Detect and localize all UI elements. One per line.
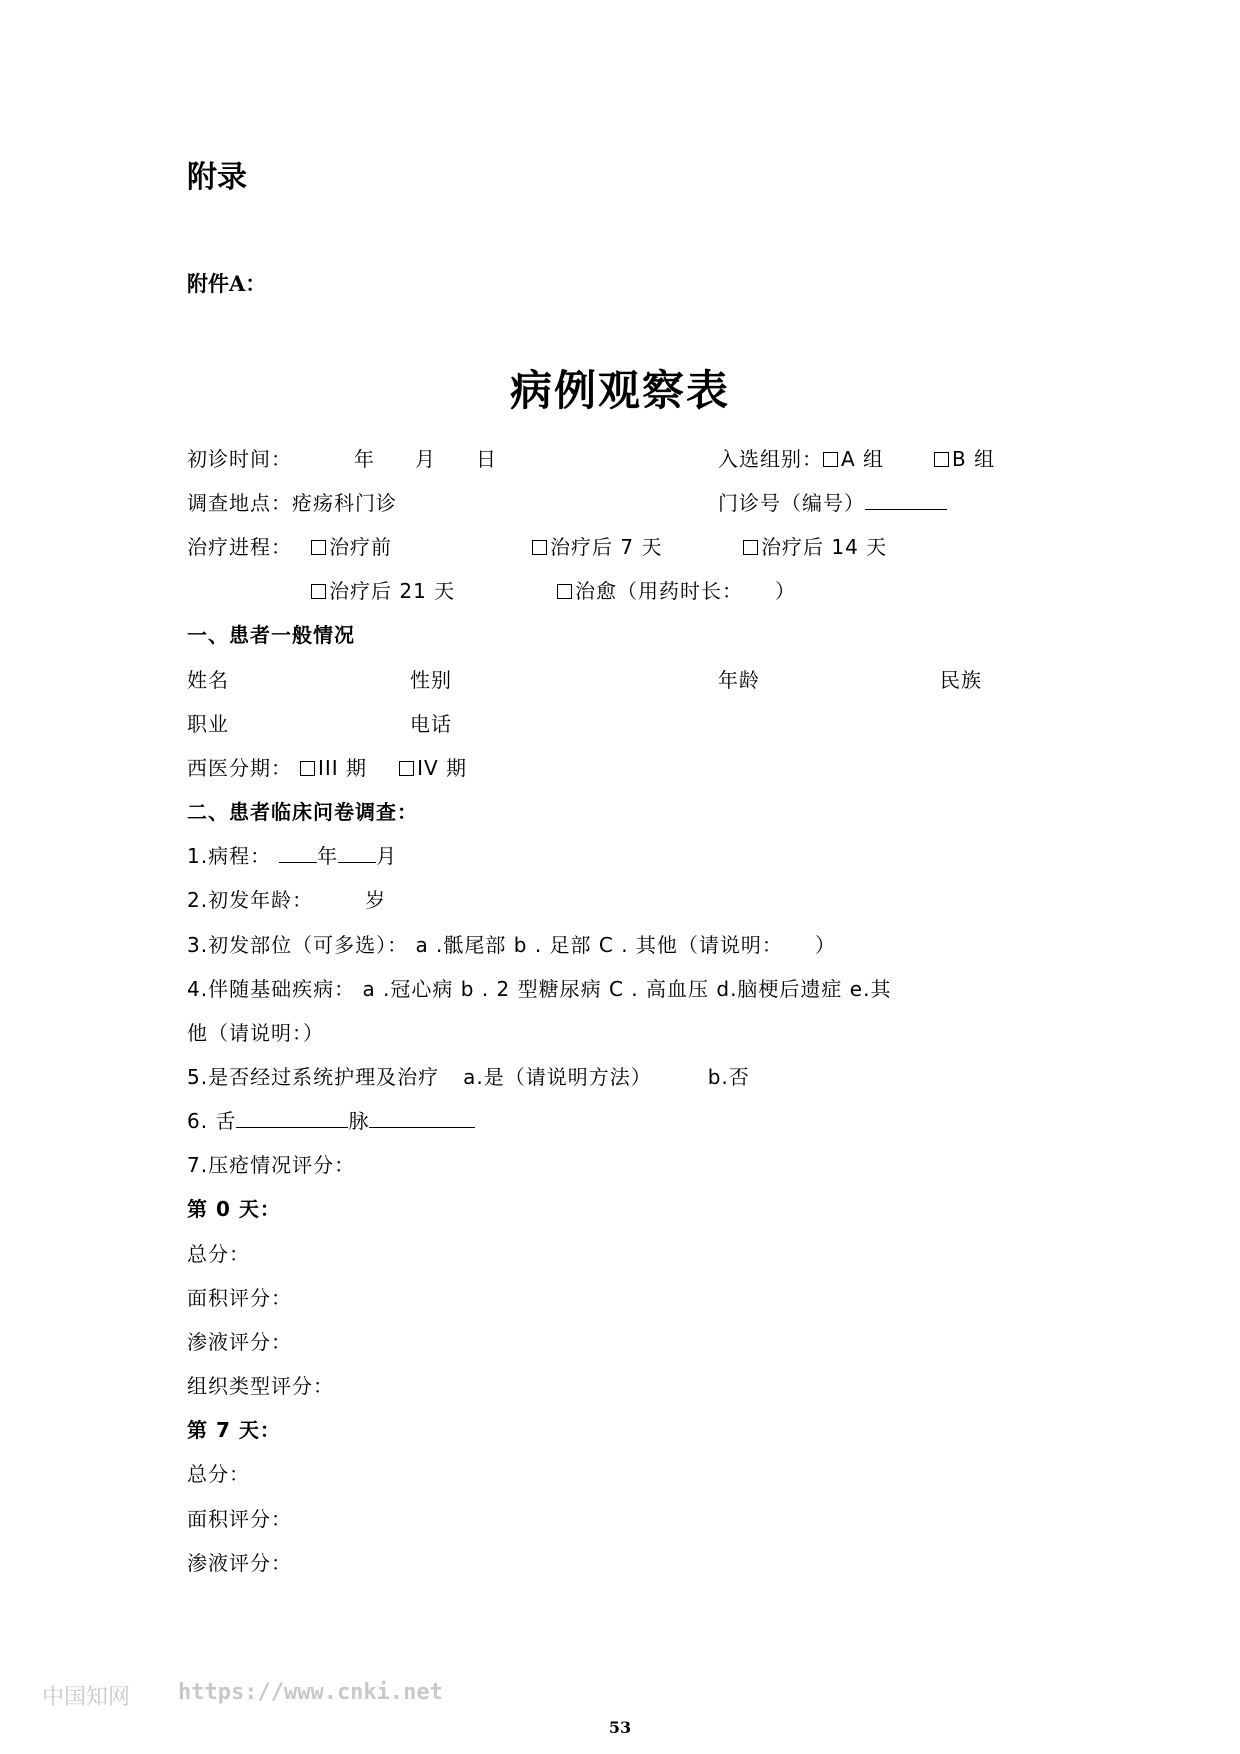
staging-label: 西医分期： — [187, 756, 292, 780]
appendix-heading: 附录 — [187, 160, 247, 195]
progress-cured-checkbox[interactable] — [557, 584, 572, 599]
day0-tissue: 组织类型评分： — [187, 1374, 334, 1398]
section-survey-heading: 二、患者临床问卷调查： — [187, 800, 418, 824]
progress-label: 治疗进程： — [187, 535, 292, 559]
clinic-number-row — [718, 487, 947, 516]
visit-date-row — [187, 443, 497, 472]
q3-onset-site: 3.初发部位（可多选）： a .骶尾部 b . 足部 C . 其他（请说明： ） — [187, 933, 836, 957]
q4-comorbidity-line2: 他（请说明：） — [187, 1021, 324, 1045]
progress-option: 治疗后 14 天 — [743, 531, 887, 560]
progress-option: 治疗后 21 天 — [311, 575, 455, 604]
day0-total: 总分： — [187, 1242, 250, 1266]
progress-option: 治愈（用药时长： ） — [557, 575, 796, 604]
course-year-blank[interactable] — [279, 842, 317, 863]
cnki-url[interactable]: https://www.cnki.net — [178, 1680, 443, 1705]
stage-3-label: III 期 — [318, 756, 368, 780]
ethnicity-label: 民族 — [940, 668, 982, 692]
section-general-heading: 一、患者一般情况 — [187, 623, 355, 647]
site-row — [187, 487, 397, 516]
day-label: 日 — [476, 447, 497, 471]
sex-label: 性别 — [410, 668, 452, 692]
stage-3-checkbox[interactable] — [300, 761, 315, 776]
year-label: 年 — [354, 447, 375, 471]
age-label: 年龄 — [718, 668, 760, 692]
group-row — [718, 443, 995, 472]
day7-exudate: 渗液评分： — [187, 1551, 292, 1575]
day7-heading: 第 7 天： — [187, 1418, 281, 1442]
q5-prior-treatment: 5.是否经过系统护理及治疗 a.是（请说明方法） b.否 — [187, 1065, 750, 1089]
day7-area: 面积评分： — [187, 1507, 292, 1531]
progress-day7-checkbox[interactable] — [532, 540, 547, 555]
day7-total: 总分： — [187, 1462, 250, 1486]
site-label: 调查地点： — [187, 491, 292, 515]
day0-area: 面积评分： — [187, 1286, 292, 1310]
stage-4-label: IV 期 — [417, 756, 467, 780]
month-label: 月 — [415, 447, 436, 471]
day0-exudate: 渗液评分： — [187, 1330, 292, 1354]
cnki-watermark: 中国知网 — [42, 1685, 131, 1710]
group-a-label: A 组 — [841, 447, 885, 471]
q1-course: 1.病程： 年 月 — [187, 844, 398, 868]
day0-heading: 第 0 天： — [187, 1197, 281, 1221]
stage-4-checkbox[interactable] — [399, 761, 414, 776]
progress-option: 治疗后 7 天 — [532, 531, 662, 560]
staging-row — [187, 752, 467, 781]
course-month-blank[interactable] — [338, 842, 376, 863]
q7-pressure-sore-score: 7.压疮情况评分： — [187, 1153, 356, 1177]
q4-comorbidity-line1: 4.伴随基础疾病： a .冠心病 b . 2 型糖尿病 C . 高血压 d.脑梗后遗症 e.其 — [187, 977, 892, 1001]
progress-before-checkbox[interactable] — [311, 540, 326, 555]
q2-onset-age: 2.初发年龄： 岁 — [187, 888, 387, 912]
clinic-number-label: 门诊号（编号） — [718, 491, 865, 515]
clinic-number-blank[interactable] — [865, 489, 947, 510]
phone-label: 电话 — [410, 712, 452, 736]
page-number: 53 — [608, 1718, 632, 1737]
form-title: 病例观察表 — [509, 366, 730, 415]
job-label: 职业 — [187, 712, 229, 736]
q6-tongue-pulse: 6. 舌 脉 — [187, 1105, 475, 1134]
visit-date-label: 初诊时间： — [187, 447, 292, 471]
name-label: 姓名 — [187, 668, 229, 692]
group-b-checkbox[interactable] — [934, 452, 949, 467]
group-a-checkbox[interactable] — [823, 452, 838, 467]
site-value: 疮疡科门诊 — [292, 491, 397, 515]
progress-option: 治疗前 — [311, 531, 392, 560]
group-b-label: B 组 — [952, 447, 996, 471]
tongue-blank[interactable] — [236, 1107, 348, 1128]
progress-day14-checkbox[interactable] — [743, 540, 758, 555]
progress-day21-checkbox[interactable] — [311, 584, 326, 599]
attachment-label: 附件A： — [187, 271, 267, 296]
group-label: 入选组别： — [718, 447, 823, 471]
pulse-blank[interactable] — [369, 1107, 475, 1128]
